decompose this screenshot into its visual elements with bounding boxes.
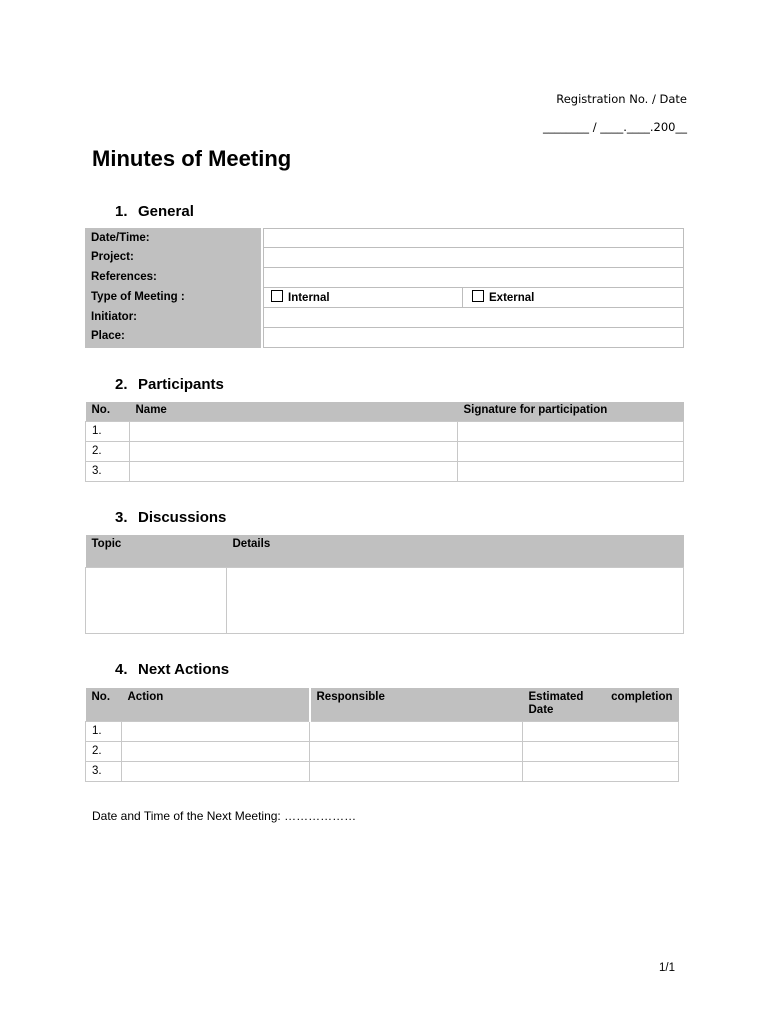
field-date-time[interactable]: [263, 228, 684, 248]
action-cell[interactable]: [122, 761, 310, 781]
option-external-label: External: [489, 292, 535, 304]
section-title: Next Actions: [138, 661, 230, 678]
field-references[interactable]: [263, 268, 684, 288]
table-row: [86, 721, 679, 741]
table-header-row: [86, 402, 684, 421]
section-title: Discussions: [138, 509, 227, 526]
section-discussions-heading: [115, 509, 226, 526]
signature-cell[interactable]: [458, 461, 684, 481]
field-place[interactable]: [263, 328, 684, 348]
responsible-cell[interactable]: [310, 761, 523, 781]
checkbox-icon[interactable]: [472, 290, 484, 302]
section-next-actions-heading: [115, 661, 229, 678]
page-number: 1/1: [659, 962, 675, 974]
next-actions-table: [85, 688, 679, 782]
general-fields: [263, 228, 684, 348]
page-title: Minutes of Meeting: [92, 146, 292, 171]
section-participants-heading: [115, 376, 224, 393]
option-external[interactable]: [472, 288, 534, 307]
action-cell[interactable]: [122, 741, 310, 761]
section-number: 2.: [115, 376, 128, 393]
name-cell[interactable]: [130, 461, 458, 481]
col-responsible: Responsible: [316, 691, 385, 703]
section-number: 3.: [115, 509, 128, 526]
signature-cell[interactable]: [458, 421, 684, 441]
label-type-of-meeting: Type of Meeting :: [91, 291, 185, 303]
table-row: [86, 761, 679, 781]
row-number: 1.: [86, 721, 122, 741]
section-title: General: [138, 203, 194, 220]
col-topic: Topic: [91, 538, 122, 550]
col-details: Details: [232, 538, 271, 550]
completion-date-cell[interactable]: [523, 721, 679, 741]
details-cell[interactable]: [227, 567, 684, 633]
label-project: Project:: [91, 251, 134, 263]
registration-label: Registration No. / Date: [556, 92, 687, 106]
label-date-time: Date/Time:: [91, 232, 150, 244]
responsible-cell[interactable]: [310, 741, 523, 761]
col-name: Name: [135, 404, 167, 416]
registration-line: ________ / ____.____.200__: [543, 120, 687, 134]
col-no: No.: [91, 404, 111, 416]
section-number: 1.: [115, 203, 128, 220]
table-row: [86, 441, 684, 461]
general-labels-panel: [85, 228, 261, 348]
table-header-row: [86, 535, 684, 567]
section-general-heading: [115, 203, 194, 220]
completion-date-cell[interactable]: [523, 741, 679, 761]
label-initiator: Initiator:: [91, 311, 137, 323]
col-no: No.: [91, 691, 111, 703]
responsible-cell[interactable]: [310, 721, 523, 741]
completion-date-cell[interactable]: [523, 761, 679, 781]
field-type-of-meeting: [263, 288, 684, 308]
col-signature: Signature for participation: [463, 404, 608, 416]
table-row: [86, 741, 679, 761]
row-number: 1.: [86, 421, 130, 441]
row-number: 2.: [86, 741, 122, 761]
option-internal[interactable]: [264, 288, 463, 307]
option-internal-label: Internal: [288, 292, 330, 304]
field-project[interactable]: [263, 248, 684, 268]
table-header-row: [86, 688, 679, 721]
topic-cell[interactable]: [86, 567, 227, 633]
participants-table: [85, 402, 684, 482]
discussions-table: [85, 535, 684, 634]
row-number: 3.: [86, 461, 130, 481]
col-estimated-completion-date: Estimated completion Date: [528, 691, 673, 716]
action-cell[interactable]: [122, 721, 310, 741]
table-row: [86, 421, 684, 441]
table-row: [86, 567, 684, 633]
row-number: 2.: [86, 441, 130, 461]
field-initiator[interactable]: [263, 308, 684, 328]
label-place: Place:: [91, 330, 125, 342]
next-meeting-line: Date and Time of the Next Meeting: ………………: [92, 809, 357, 823]
label-references: References:: [91, 271, 157, 283]
name-cell[interactable]: [130, 441, 458, 461]
section-number: 4.: [115, 661, 128, 678]
section-title: Participants: [138, 376, 224, 393]
table-row: [86, 461, 684, 481]
row-number: 3.: [86, 761, 122, 781]
name-cell[interactable]: [130, 421, 458, 441]
checkbox-icon[interactable]: [271, 290, 283, 302]
col-action: Action: [122, 688, 310, 721]
signature-cell[interactable]: [458, 441, 684, 461]
